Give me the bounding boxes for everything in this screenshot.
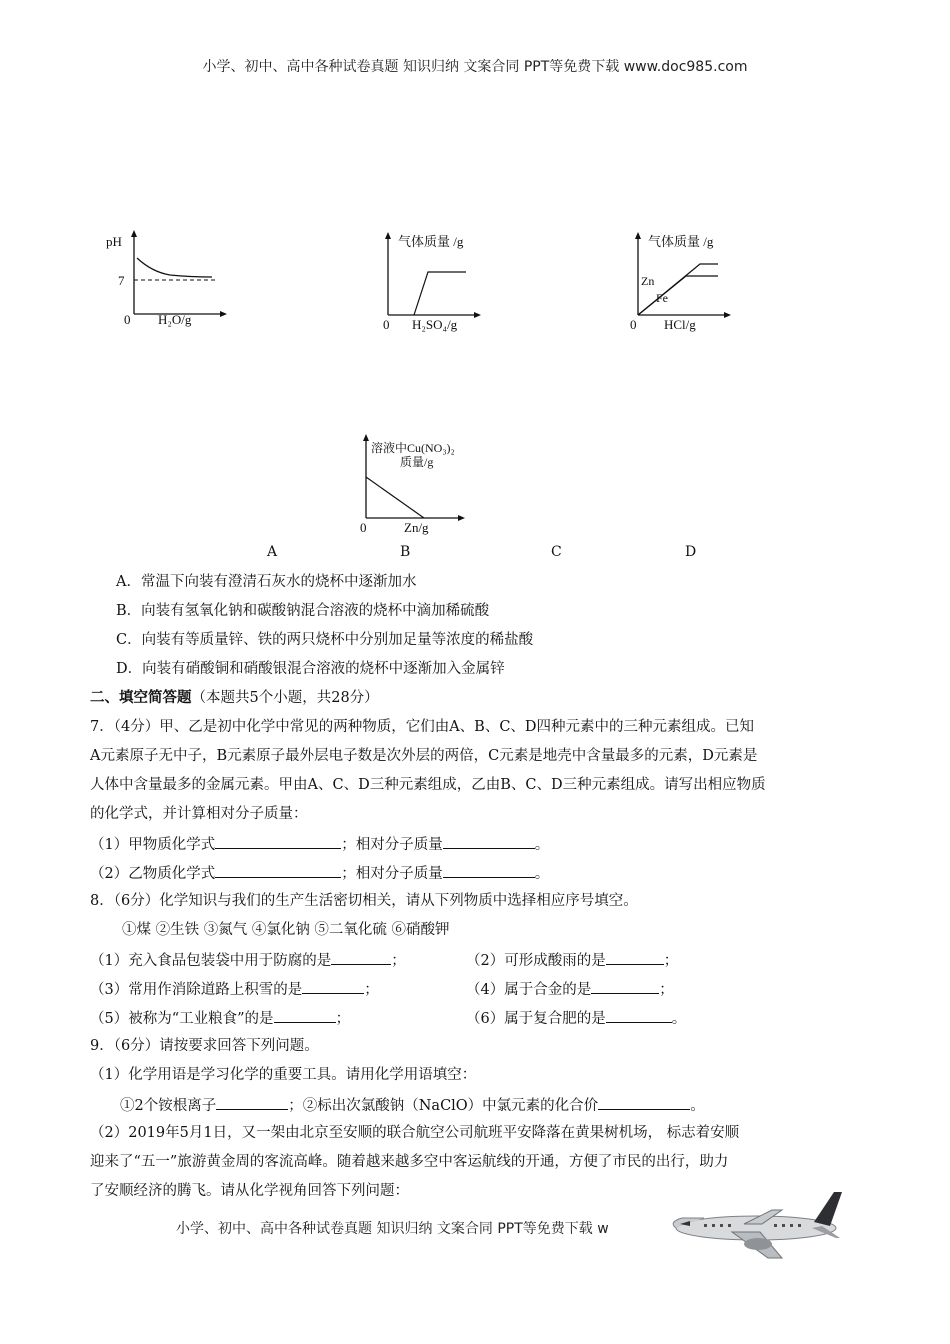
q9-part-2-line-2: 迎来了“五一”旅游黄金周的客流高峰。随着越来越多空中客运航线的开通，方便了市民的出行，助力: [90, 1154, 729, 1170]
q7-p1-mass-blank[interactable]: [443, 833, 535, 849]
graph-b: [378, 230, 488, 335]
graph-c-x-arrow: [724, 312, 731, 318]
q9-part-2-line-1: （2）2019年5月1日，又一架由北京至安顺的联合航空公司航班平安降落在黄果树机场， 标志着安顺: [90, 1125, 740, 1141]
graph-c-y-label: 气体质量 /g: [648, 234, 714, 249]
q8-item-3-blank[interactable]: [302, 978, 364, 994]
q7-p1-end: 。: [534, 837, 550, 853]
q8-item-2: [466, 949, 678, 971]
graph-c-x-label: HCl/g: [664, 317, 696, 332]
graph-d-y-label-1: 溶液中Cu(NO₃)₂: [371, 441, 455, 455]
section-2-title: 二、填空简答题: [90, 689, 192, 706]
graph-a-y-arrow: [131, 230, 137, 237]
q8-choices: ①煤 ②生铁 ③氮气 ④氯化钠 ⑤二氧化硫 ⑥硝酸钾: [122, 922, 450, 938]
q9-part-1: （1）化学用语是学习化学的重要工具。请用化学用语填空：: [90, 1067, 477, 1083]
q7-line-4: 的化学式，并计算相对分子质量：: [90, 806, 308, 822]
graph-b-origin: 0: [383, 317, 390, 332]
graph-c: [628, 230, 738, 335]
q8-item-2-label: （2）可形成酸雨的是: [466, 953, 606, 969]
graph-a-y-tick: 7: [118, 273, 125, 288]
graph-c-fe-label: Fe: [656, 291, 668, 305]
graph-c-zn-label: Zn: [641, 274, 655, 288]
q7-part-1: [90, 833, 549, 855]
option-b: B．向装有氢氧化钠和碳酸钠混合溶液的烧杯中滴加稀硫酸: [116, 603, 490, 619]
graph-b-curve: [414, 272, 466, 315]
graph-a-x-arrow: [220, 311, 227, 317]
q8-item-4-label: （4）属于合金的是: [466, 982, 592, 998]
graph-a-y-label: pH: [106, 234, 122, 249]
airplane-icon: [664, 1188, 844, 1260]
q8-item-5-blank[interactable]: [274, 1007, 336, 1023]
graph-label-a: A: [267, 544, 278, 560]
q7-p1-formula-blank[interactable]: [215, 833, 341, 849]
q8-item-4-end: ；: [659, 982, 674, 998]
section-2-heading: [90, 688, 379, 708]
q8-item-3: [90, 978, 379, 1000]
q9-p1-end: 。: [690, 1098, 705, 1114]
q8-item-1-end: ；: [391, 953, 406, 969]
q8-item-4-blank[interactable]: [591, 978, 659, 994]
graph-d: [352, 430, 477, 540]
q8-item-5: [90, 1007, 350, 1029]
graph-b-x-arrow: [474, 312, 481, 318]
option-a: A．常温下向装有澄清石灰水的烧杯中逐渐加水: [116, 574, 417, 590]
q8-item-4: [466, 978, 674, 1000]
q9-p1-valence-blank[interactable]: [598, 1094, 690, 1110]
graph-d-x-arrow: [458, 515, 465, 521]
graph-d-y-arrow: [363, 434, 369, 441]
option-c: C．向装有等质量锌、铁的两只烧杯中分别加足量等浓度的稀盐酸: [116, 632, 534, 648]
q8-item-2-blank[interactable]: [606, 949, 664, 965]
graph-a-curve: [137, 258, 212, 277]
q7-line-3: 人体中含量最多的金属元素。甲由A、C、D三种元素组成，乙由B、C、D三种元素组成。请写出相应物质: [90, 777, 766, 793]
graph-b-x-label: H₂SO₄/g: [412, 317, 458, 332]
q9-p1-valence-label: ；②标出次氯酸钠（NaClO）中氯元素的化合价: [288, 1098, 599, 1114]
graph-a-x-label: H₂O/g: [158, 312, 192, 327]
q8-item-2-end: ；: [663, 953, 679, 969]
q7-p2-mass-label: ；相对分子质量: [341, 866, 443, 882]
graph-b-y-label: 气体质量 /g: [398, 234, 464, 249]
graph-d-y-label-2: 质量/g: [400, 455, 434, 469]
graph-a: [100, 228, 240, 333]
q7-p1-label: （1）甲物质化学式: [90, 837, 216, 853]
q8-item-1-blank[interactable]: [331, 949, 391, 965]
graph-c-fe-curve: [638, 264, 718, 315]
q8-intro: 8．（6分）化学知识与我们的生产生活密切相关，请从下列物质中选择相应序号填空。: [90, 893, 638, 909]
q8-item-1: [90, 949, 406, 971]
graph-c-origin: 0: [630, 317, 637, 332]
q8-item-1-label: （1）充入食品包装袋中用于防腐的是: [90, 953, 332, 969]
q8-item-3-label: （3）常用作消除道路上积雪的是: [90, 982, 303, 998]
graph-d-curve: [366, 477, 424, 518]
q7-p2-mass-blank[interactable]: [443, 862, 535, 878]
q8-item-3-end: ；: [364, 982, 379, 998]
graph-b-y-arrow: [385, 232, 391, 239]
q7-p2-formula-blank[interactable]: [215, 862, 341, 878]
q7-p1-mass-label: ；相对分子质量: [341, 837, 443, 853]
q9-intro: 9．（6分）请按要求回答下列问题。: [90, 1038, 319, 1054]
q8-item-6-end: 。: [671, 1011, 687, 1027]
q9-p1-ammonium-blank[interactable]: [216, 1094, 288, 1110]
q8-item-6-label: （6）属于复合肥的是: [466, 1011, 606, 1027]
q8-item-5-end: ；: [335, 1011, 351, 1027]
page-footer: 小学、初中、高中各种试卷真题 知识归纳 文案合同 PPT等免费下载 w: [176, 1221, 609, 1237]
q7-line-1: 7．（4分）甲、乙是初中化学中常见的两种物质，它们由A、B、C、D四种元素中的三种元素组成。已知: [90, 719, 755, 735]
graph-d-origin: 0: [360, 520, 367, 535]
q9-p1-ammonium-label: ①2个铵根离子: [120, 1098, 217, 1114]
q7-p2-end: 。: [534, 866, 550, 882]
q8-item-5-label: （5）被称为“工业粮食”的是: [90, 1011, 274, 1027]
graph-c-y-arrow: [635, 232, 641, 239]
q9-part-2-line-3: 了安顺经济的腾飞。请从化学视角回答下列问题：: [90, 1183, 409, 1199]
graph-label-d: D: [685, 544, 697, 560]
page-header: 小学、初中、高中各种试卷真题 知识归纳 文案合同 PPT等免费下载 www.doc985.com: [202, 59, 748, 75]
graph-label-b: B: [400, 544, 411, 560]
q7-p2-label: （2）乙物质化学式: [90, 866, 216, 882]
q7-line-2: A元素原子无中子，B元素原子最外层电子数是次外层的两倍，C元素是地壳中含量最多的元素，D元素是: [90, 748, 758, 764]
q9-part-1-blanks: [120, 1094, 705, 1116]
q8-item-6: [466, 1007, 686, 1029]
q7-part-2: [90, 862, 549, 884]
graph-label-c: C: [551, 544, 562, 560]
section-2-note: （本题共5个小题，共28分）: [191, 690, 379, 706]
q8-item-6-blank[interactable]: [606, 1007, 672, 1023]
option-d: D．向装有硝酸铜和硝酸银混合溶液的烧杯中逐渐加入金属锌: [116, 661, 505, 677]
graph-d-x-label: Zn/g: [404, 520, 429, 535]
graph-a-origin: 0: [124, 312, 131, 327]
